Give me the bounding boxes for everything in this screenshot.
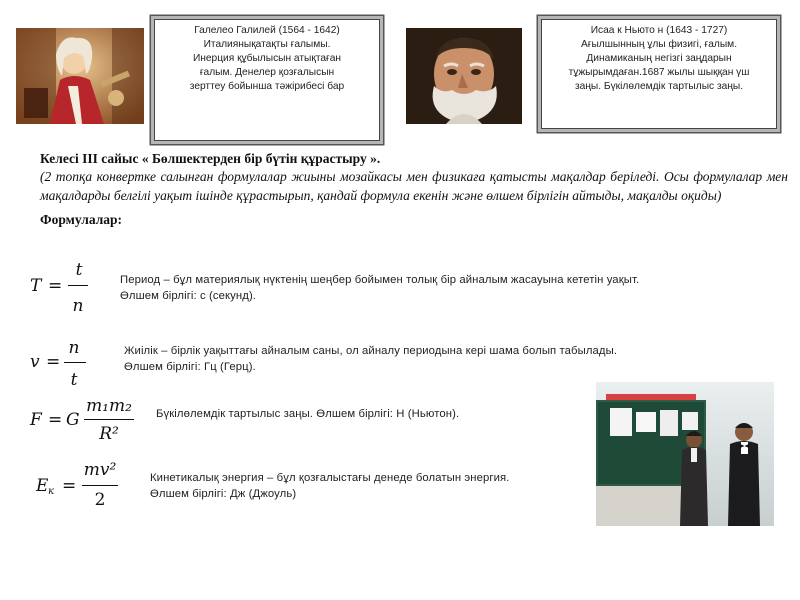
galileo-line: Инерция құбылысын атықтаған [192,53,342,64]
description-line: Жиілік – бірлік уақыттағы айналым саны, ол айналу периодына кері шама болып табылады. [124,345,618,357]
newton-line: Динамиканың негізгі заңдарын [586,53,732,64]
frequency-formula [30,340,114,396]
kinetic-formula [36,460,136,514]
galileo-line: зерттеу бойынша тәжірибесі бар [189,81,345,92]
newton-line: Исаа к Ньюто н (1643 - 1727) [590,25,728,36]
frequency-description [124,343,724,375]
equals-sign: = [46,352,61,372]
fraction-bar [68,285,88,286]
gravity-description [156,406,556,422]
formula-subscript: к [48,486,54,497]
task-title: Келесі ІІІ сайыс « Бөлшектерден бір бүтін құрастыру ». [40,151,381,166]
description-line: Өлшем бірлігі: Дж (Джоуль) [150,488,297,500]
fraction-bar [64,362,86,363]
galileo-line: Италиянықатақты ғалымы. [203,39,331,50]
galileo-info-box [154,19,380,141]
formulas-heading: Формулалар: [40,212,123,227]
fraction-bar [84,419,134,420]
galileo-line: Галелео Галилей (1564 - 1642) [194,25,340,36]
newton-info-box [541,19,777,129]
formula-lhs: v [30,352,40,372]
description-line: Кинетикалық энергия – бұл қозғалыстағы денеде болатын энергия. [150,472,510,484]
description-line: Период – бұл материялық нүктенің шеңбер бойымен толық бір айналым жасауына кететін уақыт. [120,274,640,286]
gravity-formula [30,394,140,446]
period-formula [30,244,110,316]
newton-line: Ағылшынның ұлы физигі, ғалым. [580,39,738,50]
formula-numerator: n [68,338,80,358]
description-line: Өлшем бірлігі: Гц (Герц). [124,361,256,373]
task-description: (2 топқа конвертке салынған формулалар жиыны мозайкасы мен физикаға қатысты мақалдар беріледі. Осы формулалар мен мақалдарды белгілі уақыт ішінде құрастырып, қандай формула екенін және өлшем бірлігін айтыды, мақалды оқиды) [40,169,788,203]
formula-lhs: T [30,276,42,296]
period-description [120,272,740,304]
description-line: Өлшем бірлігі: с (секунд). [120,290,257,302]
equals-sign: = [48,276,63,296]
equals-sign: = [48,410,63,430]
formula-denominator: n [72,296,84,316]
fraction-bar [82,485,118,486]
newton-portrait-image [16,28,144,124]
formula-denominator: t [70,370,78,390]
galileo-line: ғалым. Денелер қозғалысын [199,67,335,78]
formula-numerator: mv² [83,460,117,480]
formula-numerator: m₁m₂ [86,396,132,416]
formula-denominator: R² [99,424,119,444]
formula-denominator: 2 [94,490,106,510]
formula-coefficient: G [66,410,80,430]
newton-line: тұжырымдаған.1687 жылы шыққан үш [568,67,750,78]
formula-numerator: t [75,260,83,280]
equals-sign: = [62,476,77,496]
classroom-photo [596,382,774,526]
formula-lhs: E [36,476,49,496]
galileo-portrait-image [406,28,522,124]
newton-line: заңы. Бүкілөлемдік тартылыс заңы. [574,81,744,92]
description-line: Бүкілөлемдік тартылыс заңы. Өлшем бірлігі: Н (Ньютон). [156,408,460,420]
kinetic-description [150,470,590,502]
formula-lhs: F [30,410,42,430]
